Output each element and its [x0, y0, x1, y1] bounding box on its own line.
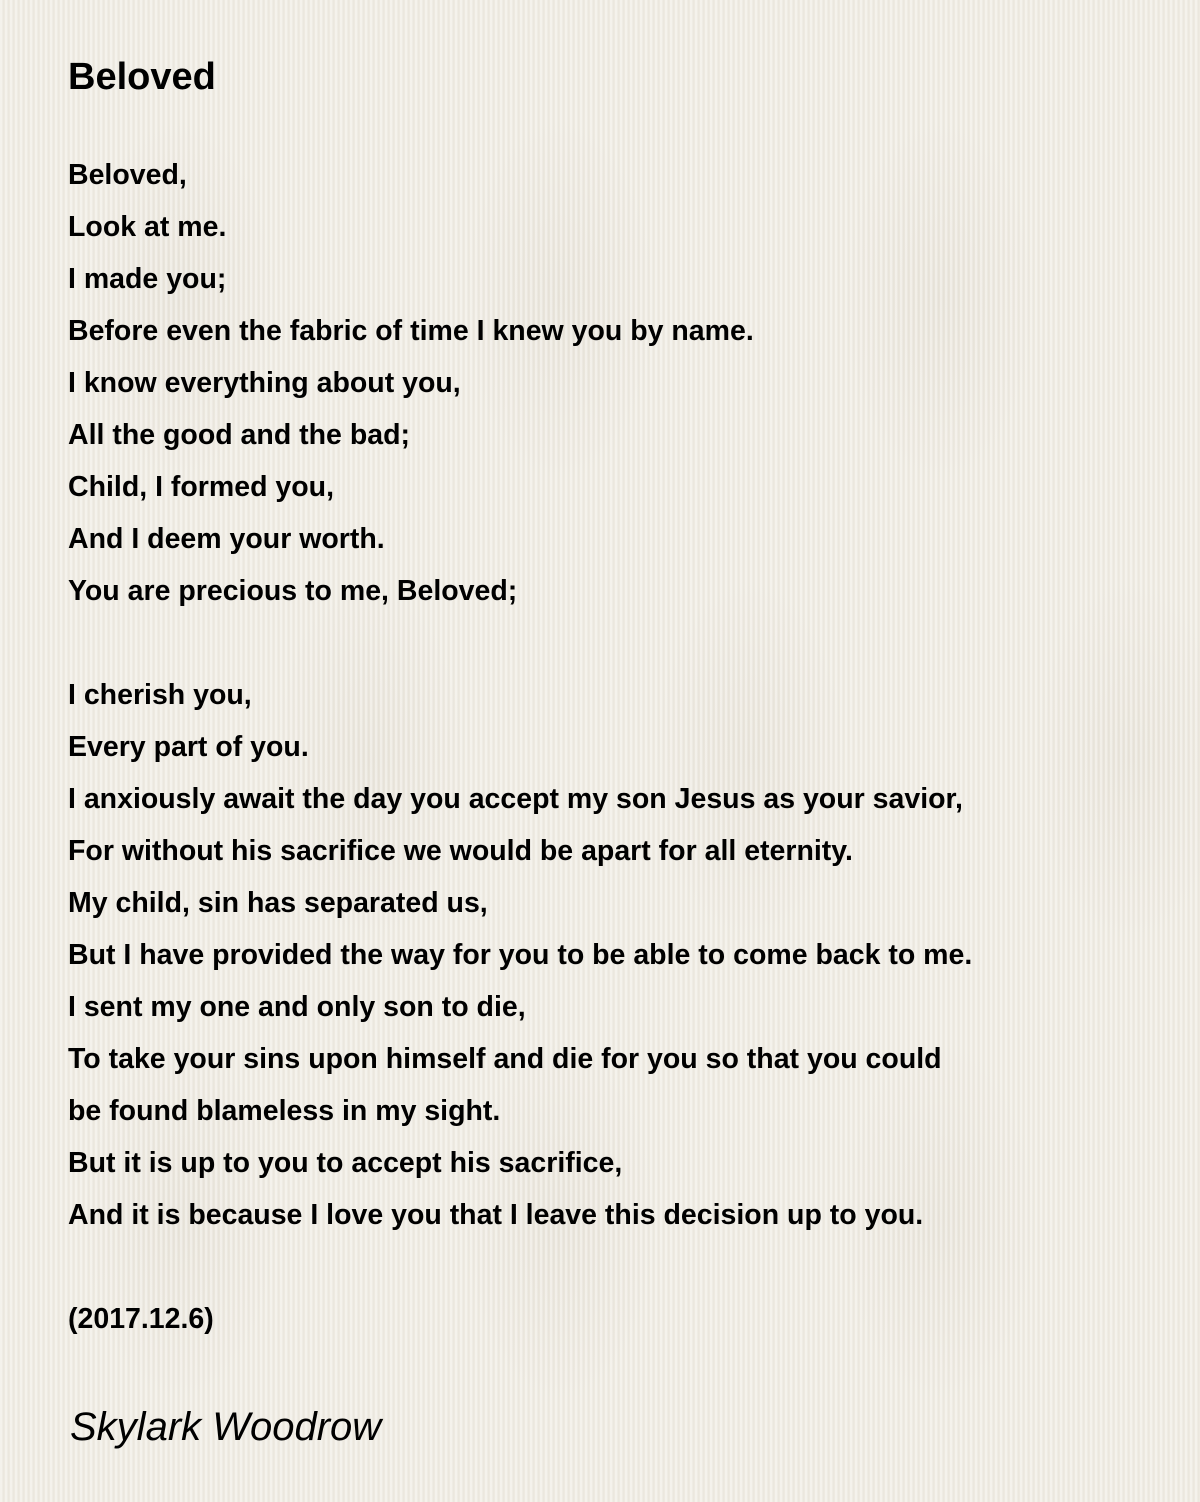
poem-line: You are precious to me, Beloved;	[68, 575, 518, 607]
poem-line: I cherish you,	[68, 679, 252, 711]
poem-title: Beloved	[68, 56, 216, 98]
poem-line: My child, sin has separated us,	[68, 887, 488, 919]
poem-line: Look at me.	[68, 211, 227, 243]
poem-line: Beloved,	[68, 159, 187, 191]
poem-date: (2017.12.6)	[68, 1303, 214, 1335]
poem-line: I made you;	[68, 263, 227, 295]
poem-body	[68, 149, 1178, 1345]
poem-line: Child, I formed you,	[68, 471, 335, 503]
stanza-break	[68, 617, 1178, 669]
poem-line: Before even the fabric of time I knew you by name.	[68, 315, 754, 347]
poem-line: I anxiously await the day you accept my son Jesus as your savior,	[68, 783, 963, 815]
stanza-break	[68, 1241, 1178, 1293]
stanza	[68, 669, 1178, 1241]
poem-line: To take your sins upon himself and die for you so that you could	[68, 1043, 942, 1075]
stanza	[68, 149, 1178, 617]
poem-line: But I have provided the way for you to be able to come back to me.	[68, 939, 973, 971]
poem-line: And it is because I love you that I leave this decision up to you.	[68, 1199, 924, 1231]
author-name: Skylark Woodrow	[70, 1405, 382, 1449]
poem-line: I sent my one and only son to die,	[68, 991, 526, 1023]
poem-line: Every part of you.	[68, 731, 309, 763]
poem-line: be found blameless in my sight.	[68, 1095, 501, 1127]
poem-line: I know everything about you,	[68, 367, 461, 399]
poem-line: For without his sacrifice we would be apart for all eternity.	[68, 835, 853, 867]
poem-line: All the good and the bad;	[68, 419, 410, 451]
poem-line: And I deem your worth.	[68, 523, 385, 555]
poem-line: But it is up to you to accept his sacrifice,	[68, 1147, 623, 1179]
